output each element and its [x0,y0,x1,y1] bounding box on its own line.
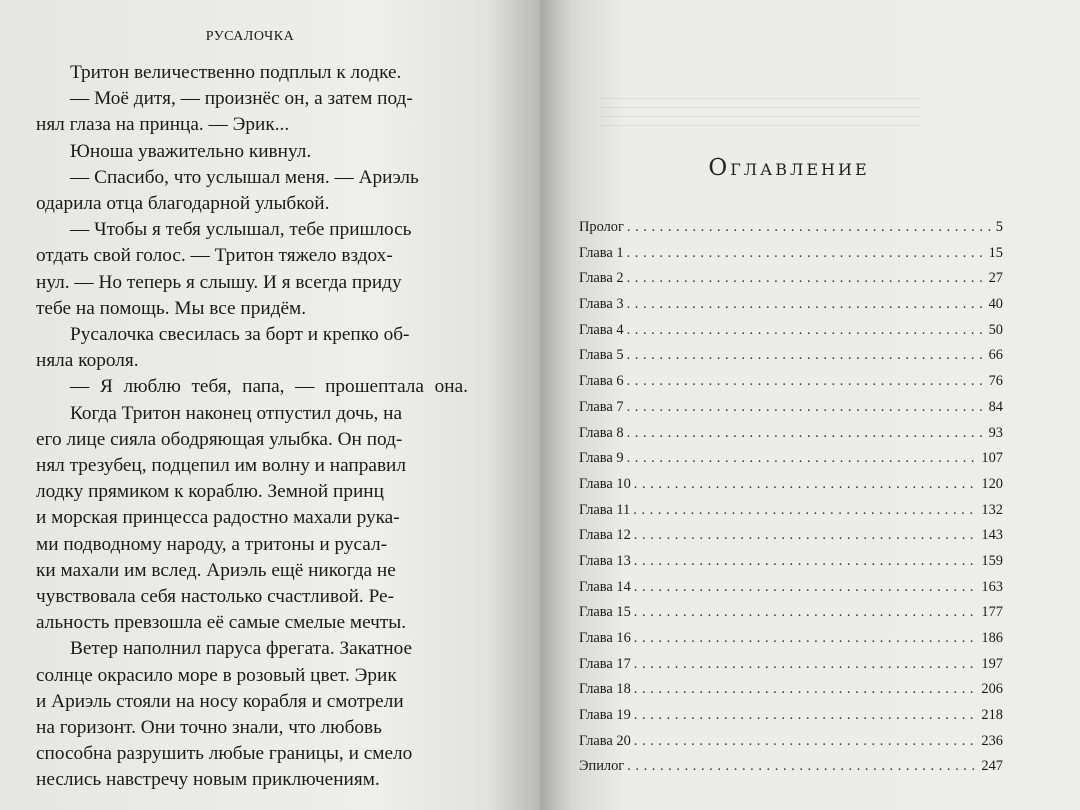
toc-leader-dots [627,758,978,775]
toc-leader-dots [634,630,979,647]
text-line: — Спасибо, что услышал меня. — Ариэль [70,166,419,188]
toc-entry-label: Глава 2 [579,270,624,287]
toc-leader-dots [634,733,979,750]
toc-leader-dots [634,579,979,596]
toc-entry [579,579,1003,605]
toc-entry [579,553,1003,579]
toc-leader-dots [627,347,986,364]
text-line: Юноша уважительно кивнул. [70,140,312,162]
toc-leader-dots [634,707,979,724]
toc-leader-dots [634,681,979,698]
toc-entry-page: 120 [981,475,1003,492]
toc-entry [579,270,1003,296]
toc-entry-page: 40 [988,296,1003,313]
toc-entry-page: 236 [981,732,1003,749]
toc-entry-page: 186 [981,630,1003,646]
text-line: альность превзошла её самые смелые мечты. [36,612,407,634]
toc-leader-dots [633,502,978,519]
toc-leader-dots [634,553,979,570]
text-line: Тритон величественно подплыл к лодке. [70,62,402,83]
toc-entry-label: Глава 19 [579,707,631,724]
toc-leader-dots [627,373,986,390]
toc-entry-page: 177 [981,604,1003,621]
toc-entry-label: Глава 1 [579,244,624,261]
toc-entry [579,322,1003,348]
toc-entry-page: 163 [981,578,1003,595]
toc-leader-dots [634,476,979,493]
toc-leader-dots [634,527,979,544]
toc-entry [579,733,1003,759]
text-line: ки махали им вслед. Ариэль ещё никогда не [36,559,396,581]
toc-entry-label: Глава 12 [579,527,631,544]
toc-entry-page: 27 [988,270,1003,287]
text-line: нял глаза на принца. — Эрик... [36,114,290,136]
text-line: и Ариэль стояли на носу корабля и смотрели [36,690,404,712]
text-line: — Чтобы я тебя услышал, тебе пришлось [70,219,412,241]
toc-leader-dots [627,399,986,416]
toc-entry [579,399,1003,425]
toc-title: Оглавление [708,155,870,181]
toc-entry [579,707,1003,733]
toc-entry-page: 15 [988,244,1003,261]
text-line: тебе на помощь. Мы все придём. [36,297,307,319]
toc-entry-page: 159 [981,552,1003,569]
text-line: отдать свой голос. — Тритон тяжело вздох- [36,245,393,267]
show-through-marks [600,90,920,130]
text-line: нял трезубец, подцепил им волну и направил [36,455,406,477]
text-line: и морская принцесса радостно махали рука- [36,507,400,529]
toc-entry-label: Глава 10 [579,475,631,492]
toc-leader-dots [627,270,986,287]
toc-entry [579,502,1003,528]
toc-entry-page: 247 [981,758,1003,775]
toc-entry-page: 93 [988,424,1003,441]
table-of-contents [579,219,1003,784]
text-line: Ветер наполнил паруса фрегата. Закатное [70,638,413,660]
toc-entry-page: 218 [981,707,1003,724]
toc-entry [579,604,1003,630]
toc-leader-dots [627,450,979,467]
toc-entry-label: Глава 9 [579,450,624,467]
toc-entry [579,373,1003,399]
text-line: нул. — Но теперь я слышу. И я всегда приду [36,271,402,293]
toc-entry-label: Глава 16 [579,630,631,646]
toc-leader-dots [627,245,986,262]
toc-entry [579,681,1003,707]
toc-leader-dots [627,322,986,339]
text-line: солнце окрасило море в розовый цвет. Эрик [36,664,397,686]
toc-entry [579,245,1003,271]
text-line: неслись навстречу новым приключениям. [36,769,380,791]
toc-entry-label: Глава 13 [579,552,631,569]
toc-entry-label: Глава 17 [579,655,631,672]
toc-entry-label: Глава 15 [579,604,631,621]
story-text [36,60,468,794]
text-line: чувствовала себя настолько счастливой. Ре- [36,586,395,608]
toc-entry-page: 107 [981,450,1003,467]
toc-entry-label: Глава 5 [579,347,624,364]
toc-entry-page: 66 [988,347,1003,364]
toc-entry-page: 84 [988,398,1003,415]
text-line: — Моё дитя, — произнёс он, а затем под- [70,88,413,110]
toc-entry [579,219,1003,245]
running-head: РУСАЛОЧКА [205,29,295,44]
text-line: ми подводному народу, а тритоны и русал- [36,533,388,555]
toc-entry-page: 143 [981,527,1003,544]
toc-entry-label: Глава 8 [579,424,624,441]
text-line: способна разрушить любые границы, и смело [36,743,413,765]
toc-entry [579,527,1003,553]
toc-entry-label: Глава 14 [579,578,631,595]
toc-entry-label: Глава 7 [579,398,624,415]
toc-entry-page: 132 [981,501,1003,518]
toc-entry [579,450,1003,476]
toc-entry-page: 50 [988,321,1003,338]
toc-entry-label: Глава 20 [579,732,631,749]
toc-entry [579,296,1003,322]
text-line: Когда Тритон наконец отпустил дочь, на [70,402,403,424]
text-line: няла короля. [36,350,139,372]
toc-entry-page: 76 [988,373,1003,390]
text-line: его лице сияла ободряющая улыбка. Он под- [36,428,403,450]
toc-entry-page: 206 [981,681,1003,698]
text-line: Русалочка свесилась за борт и крепко об- [70,324,410,346]
toc-leader-dots [634,656,979,673]
toc-entry-label: Глава 11 [579,501,631,518]
text-line: на горизонт. Они точно знали, что любовь [36,717,382,739]
toc-entry-page: 5 [995,219,1003,235]
toc-entry [579,630,1003,656]
toc-entry-label: Глава 18 [579,681,631,698]
toc-entry [579,347,1003,373]
toc-entry-label: Пролог [579,219,624,235]
toc-leader-dots [627,425,986,442]
toc-leader-dots [634,604,979,621]
toc-entry [579,758,1003,784]
toc-entry-label: Глава 6 [579,373,624,390]
text-line: — Я люблю тебя, папа, — прошептала она. [70,376,468,398]
right-page [540,0,1080,810]
toc-leader-dots [627,219,993,236]
toc-entry [579,656,1003,682]
toc-entry-label: Эпилог [579,758,625,775]
toc-leader-dots [627,296,986,313]
toc-entry [579,425,1003,451]
toc-entry-label: Глава 4 [579,321,624,338]
toc-entry-label: Глава 3 [579,296,624,313]
text-line: одарила отца благодарной улыбкой. [36,193,330,215]
toc-entry-page: 197 [981,655,1003,672]
text-line: лодку прямиком к кораблю. Земной принц [36,481,384,503]
toc-entry [579,476,1003,502]
